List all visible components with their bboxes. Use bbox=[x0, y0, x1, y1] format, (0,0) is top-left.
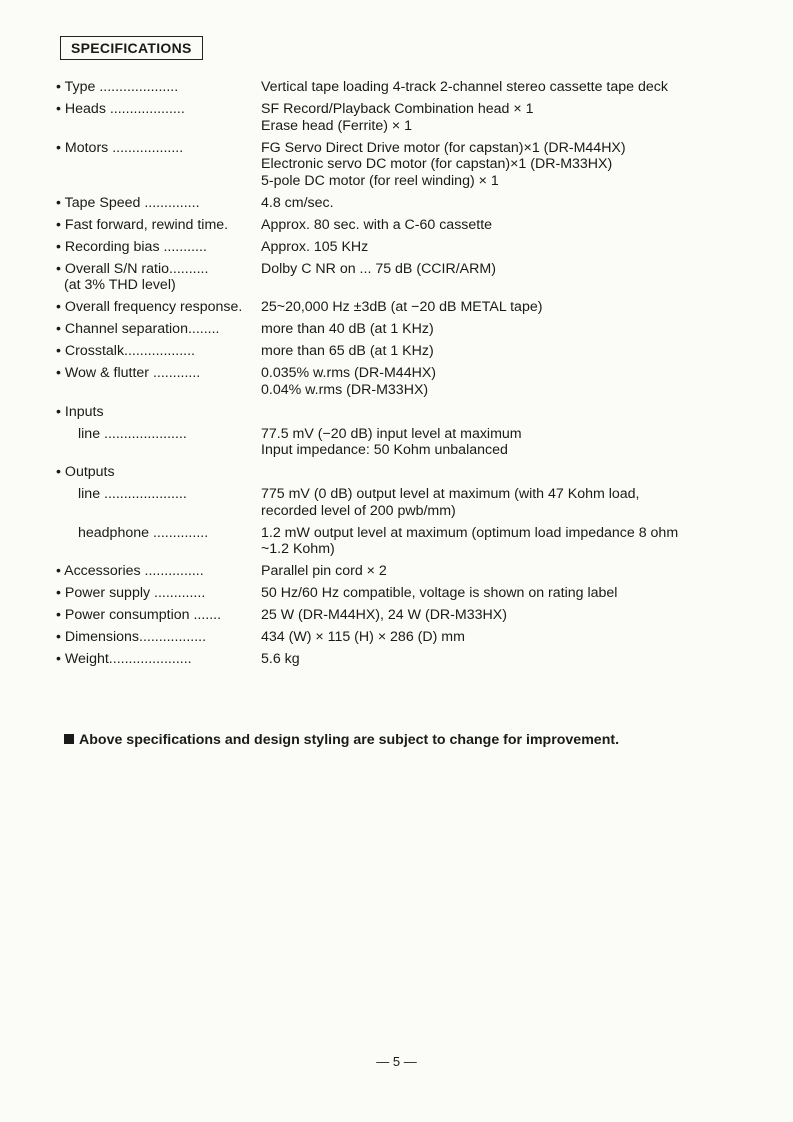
spec-value-line: 434 (W) × 115 (H) × 286 (D) mm bbox=[261, 629, 465, 645]
notice-text: Above specifications and design styling are subject to change for improvement. bbox=[79, 732, 620, 748]
spec-label-line: • Overall frequency response. bbox=[56, 299, 243, 315]
spec-value-line: Parallel pin cord × 2 bbox=[261, 563, 387, 579]
spec-label-line: (at 3% THD level) bbox=[64, 277, 176, 293]
spec-label bbox=[56, 365, 261, 382]
spec-value bbox=[261, 365, 736, 398]
spec-value-line: 77.5 mV (−20 dB) input level at maximum bbox=[261, 425, 522, 442]
spec-label bbox=[56, 343, 261, 360]
spec-label bbox=[56, 79, 261, 96]
spec-value-line: 50 Hz/60 Hz compatible, voltage is shown on rating label bbox=[261, 585, 618, 601]
spec-value-line: Input impedance: 50 Kohm unbalanced bbox=[261, 442, 508, 458]
spec-row bbox=[56, 607, 736, 624]
spec-label-line: • Accessories ............... bbox=[56, 563, 204, 579]
spec-row bbox=[56, 585, 736, 602]
outputs-title: • Outputs bbox=[56, 464, 115, 480]
spec-label-line: • Channel separation........ bbox=[56, 321, 220, 337]
spec-label: headphone .............. bbox=[78, 524, 209, 541]
spec-value-line: Vertical tape loading 4-track 2-channel stereo cassette tape deck bbox=[261, 79, 668, 95]
spec-value-line: Erase head (Ferrite) × 1 bbox=[261, 117, 413, 134]
spec-value-line: 5.6 kg bbox=[261, 651, 300, 667]
spec-label-line: • Tape Speed .............. bbox=[56, 194, 200, 211]
spec-value bbox=[261, 651, 736, 668]
spec-label-line: • Crosstalk.................. bbox=[56, 343, 195, 359]
spec-value bbox=[261, 607, 736, 624]
spec-value bbox=[261, 195, 736, 212]
spec-label-line: • Heads ................... bbox=[56, 101, 185, 117]
spec-label bbox=[56, 140, 261, 157]
spec-label bbox=[56, 563, 261, 580]
spec-label bbox=[56, 239, 261, 256]
section-heading: SPECIFICATIONS bbox=[60, 36, 203, 60]
spec-label bbox=[56, 629, 261, 646]
spec-row-outputs-headphone bbox=[56, 525, 736, 558]
spec-label bbox=[56, 195, 261, 212]
spec-row-inputs-line bbox=[56, 426, 736, 459]
spec-label: line ..................... bbox=[78, 425, 187, 442]
spec-value bbox=[261, 101, 736, 134]
spec-label-line: • Power supply ............. bbox=[56, 585, 206, 601]
spec-value-line: 0.035% w.rms (DR-M44HX) bbox=[261, 365, 437, 381]
spec-group-main bbox=[56, 79, 736, 398]
spec-row bbox=[56, 365, 736, 398]
spec-label bbox=[56, 585, 261, 602]
spec-value-line: 1.2 mW output level at maximum (optimum load impedance 8 ohm bbox=[261, 524, 679, 541]
spec-value bbox=[261, 299, 736, 316]
spec-value-line: 4.8 cm/sec. bbox=[261, 194, 334, 211]
spec-value bbox=[261, 343, 736, 360]
spec-row bbox=[56, 299, 736, 316]
spec-row bbox=[56, 140, 736, 190]
spec-group-final bbox=[56, 563, 736, 668]
spec-label-line: • Wow & flutter ............ bbox=[56, 365, 201, 381]
spec-label bbox=[56, 651, 261, 668]
spec-row bbox=[56, 261, 736, 294]
spec-value-line: 775 mV (0 dB) output level at maximum (with 47 Kohm load, bbox=[261, 486, 640, 502]
inputs-title: • Inputs bbox=[56, 403, 104, 420]
spec-row-outputs-line bbox=[56, 486, 736, 519]
spec-value-line: more than 65 dB (at 1 KHz) bbox=[261, 343, 434, 359]
spec-value-line: ~1.2 Kohm) bbox=[261, 541, 335, 557]
spec-label-line: • Type .................... bbox=[56, 79, 179, 95]
spec-row bbox=[56, 343, 736, 360]
spec-row bbox=[56, 651, 736, 668]
spec-value-line: Approx. 80 sec. with a C-60 cassette bbox=[261, 216, 493, 233]
spec-value bbox=[261, 585, 736, 602]
page-number: — 5 — bbox=[376, 1054, 417, 1069]
spec-label: line ..................... bbox=[78, 486, 187, 502]
spec-value bbox=[261, 321, 736, 338]
spec-value bbox=[261, 239, 736, 256]
spec-label bbox=[56, 101, 261, 118]
spec-value bbox=[261, 426, 736, 459]
spec-value-line: 5-pole DC motor (for reel winding) × 1 bbox=[261, 172, 499, 189]
spec-label-line: • Fast forward, rewind time. bbox=[56, 216, 229, 233]
spec-row bbox=[56, 101, 736, 134]
spec-label bbox=[56, 321, 261, 338]
spec-value bbox=[261, 140, 736, 190]
spec-value-line: FG Servo Direct Drive motor (for capstan)×1 (DR-M44HX) bbox=[261, 139, 626, 156]
spec-label bbox=[56, 299, 261, 316]
spec-label bbox=[56, 217, 261, 234]
square-bullet-icon bbox=[64, 734, 74, 744]
spec-value bbox=[261, 629, 736, 646]
spec-label bbox=[56, 607, 261, 624]
spec-value-line: 0.04% w.rms (DR-M33HX) bbox=[261, 381, 429, 398]
spec-value bbox=[261, 217, 736, 234]
spec-value-line: 25 W (DR-M44HX), 24 W (DR-M33HX) bbox=[261, 607, 507, 623]
spec-value bbox=[261, 525, 736, 558]
spec-value bbox=[261, 79, 736, 96]
change-notice bbox=[64, 732, 619, 748]
spec-label-line: • Power consumption ....... bbox=[56, 607, 222, 623]
spec-row bbox=[56, 239, 736, 256]
spec-value-line: SF Record/Playback Combination head × 1 bbox=[261, 101, 534, 117]
spec-row bbox=[56, 629, 736, 646]
spec-value-line: Approx. 105 KHz bbox=[261, 238, 369, 255]
spec-row bbox=[56, 321, 736, 338]
spec-row bbox=[56, 563, 736, 580]
spec-value-line: recorded level of 200 pwb/mm) bbox=[261, 502, 456, 519]
spec-value-line: 25~20,000 Hz ±3dB (at −20 dB METAL tape) bbox=[261, 299, 543, 315]
spec-value-line: Electronic servo DC motor (for capstan)×1 (DR-M33HX) bbox=[261, 156, 613, 172]
spec-label-line: • Motors .................. bbox=[56, 139, 184, 156]
spec-value-line: more than 40 dB (at 1 KHz) bbox=[261, 321, 434, 337]
spec-row bbox=[56, 217, 736, 234]
spec-label-line: • Dimensions................. bbox=[56, 629, 207, 645]
spec-value-line: Dolby C NR on ... 75 dB (CCIR/ARM) bbox=[261, 260, 496, 277]
spec-value bbox=[261, 563, 736, 580]
spec-row bbox=[56, 79, 736, 96]
spec-label-line: • Recording bias ........... bbox=[56, 238, 207, 255]
spec-label-line: • Overall S/N ratio.......... bbox=[56, 260, 209, 277]
spec-label bbox=[56, 261, 261, 294]
specifications-list bbox=[56, 79, 736, 673]
spec-label-line: • Weight..................... bbox=[56, 651, 192, 667]
spec-row bbox=[56, 195, 736, 212]
spec-value bbox=[261, 486, 736, 519]
spec-value bbox=[261, 261, 736, 278]
